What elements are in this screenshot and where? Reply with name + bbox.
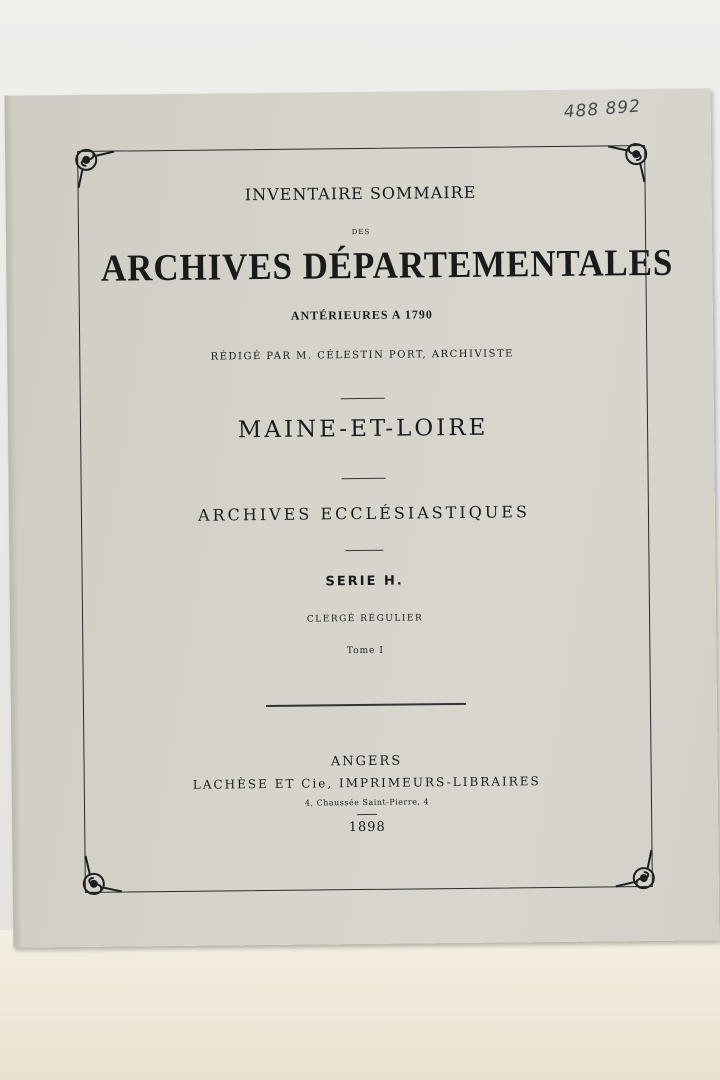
divider: [345, 550, 383, 551]
divider-long: [266, 703, 466, 707]
section-title: ARCHIVES ECCLÉSIASTIQUES: [197, 502, 530, 525]
divider: [342, 478, 386, 479]
table-surface: [0, 930, 720, 1080]
subtitle-date: ANTÉRIEURES A 1790: [290, 307, 433, 323]
cover-content: [77, 145, 674, 891]
author-line: RÉDIGÉ PAR M. CÉLESTIN PORT, ARCHIVISTE: [210, 348, 514, 363]
address: 4, Chaussée Saint-Pierre, 4: [304, 797, 430, 808]
title-des: DES: [351, 227, 371, 237]
series-label: SERIE H.: [325, 573, 404, 590]
handwritten-number: 488 892: [562, 96, 642, 123]
clergy-label: CLERGÉ RÉGULIER: [306, 613, 424, 625]
volume-label: Tome I: [346, 645, 384, 657]
divider: [341, 398, 385, 399]
title-main: ARCHIVES DÉPARTEMENTALES: [100, 241, 674, 290]
department: MAINE-ET-LOIRE: [237, 414, 489, 444]
publication-year: 1898: [348, 819, 386, 836]
title-top: INVENTAIRE SOMMAIRE: [244, 182, 477, 205]
book-cover: [5, 88, 720, 947]
publisher: LACHÈSE ET Cie, IMPRIMEURS-LIBRAIRES: [192, 774, 541, 792]
divider-short: [357, 814, 377, 815]
city: ANGERS: [330, 753, 403, 770]
